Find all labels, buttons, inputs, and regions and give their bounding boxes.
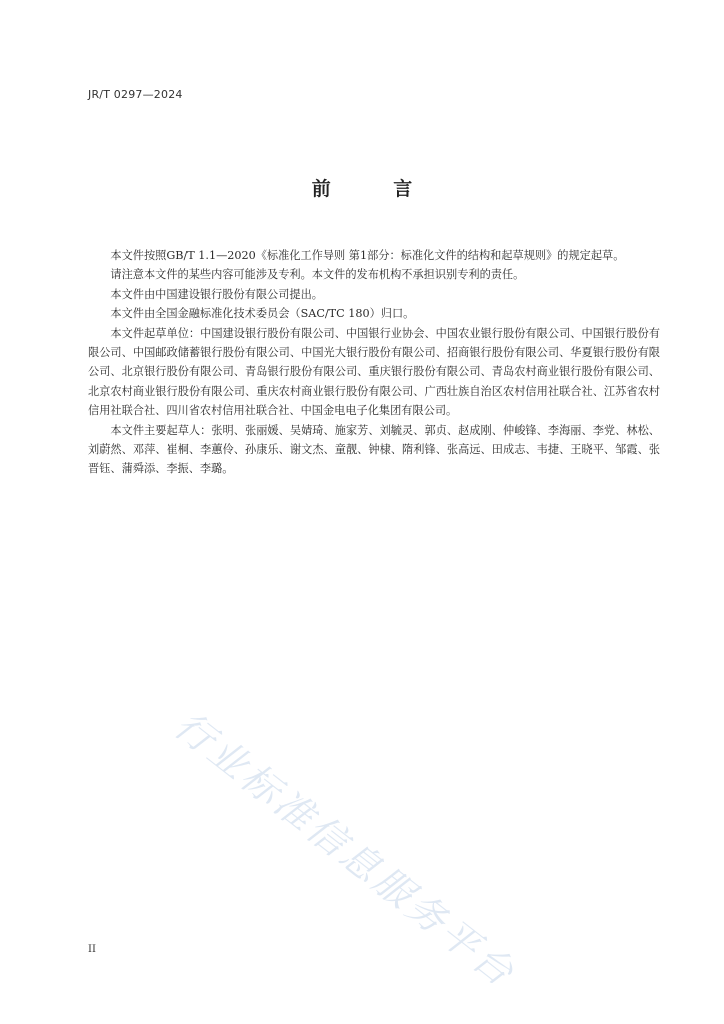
paragraph-patent-notice: 请注意本文件的某些内容可能涉及专利。本文件的发布机构不承担识别专利的责任。 <box>110 268 525 282</box>
paragraph-proposer: 本文件由中国建设银行股份有限公司提出。 <box>110 287 323 301</box>
page-number: II <box>88 944 96 955</box>
foreword-body <box>88 246 660 479</box>
paragraph-drafting-rules: 本文件按照GB/T 1.1—2020《标准化工作导则 第1部分：标准化文件的结构和起草规则》的规定起草。 <box>110 249 625 262</box>
paragraph-drafters: 本文件主要起草人：张明、张丽媛、吴婧琦、施家芳、刘毓灵、郭贞、赵成刚、仲峻锋、李海丽、李党、林松、刘蔚然、邓萍、崔桐、李蕙伶、孙康乐、谢文杰、童靓、钟棣、隋利锋、张高远、田成志、韦捷、王晓平、邹霞、张晋钰、蒲舜添、李振、李璐。 <box>88 423 660 476</box>
paragraph-centralized-by: 本文件由全国金融标准化技术委员会（SAC/TC 180）归口。 <box>110 307 415 321</box>
page-title: 前 言 <box>311 178 441 200</box>
watermark-text: 行业标准信息服务平台 <box>166 702 525 997</box>
standard-code: JR/T 0297—2024 <box>88 88 183 101</box>
paragraph-drafting-units: 本文件起草单位：中国建设银行股份有限公司、中国银行业协会、中国农业银行股份有限公司、中国银行股份有限公司、中国邮政储蓄银行股份有限公司、中国光大银行股份有限公司、招商银行股份有限公司、华夏银行股份有限公司、北京银行股份有限公司、青岛银行股份有限公司、重庆银行股份有限公司、青岛农村商业银行股份有限公司、北京农村商业银行股份有限公司、重庆农村商业银行股份有限公司、广西壮族自治区农村信用社联合社、江苏省农村信用社联合社、四川省农村信用社联合社、中国金电电子化集团有限公司。 <box>88 326 660 418</box>
